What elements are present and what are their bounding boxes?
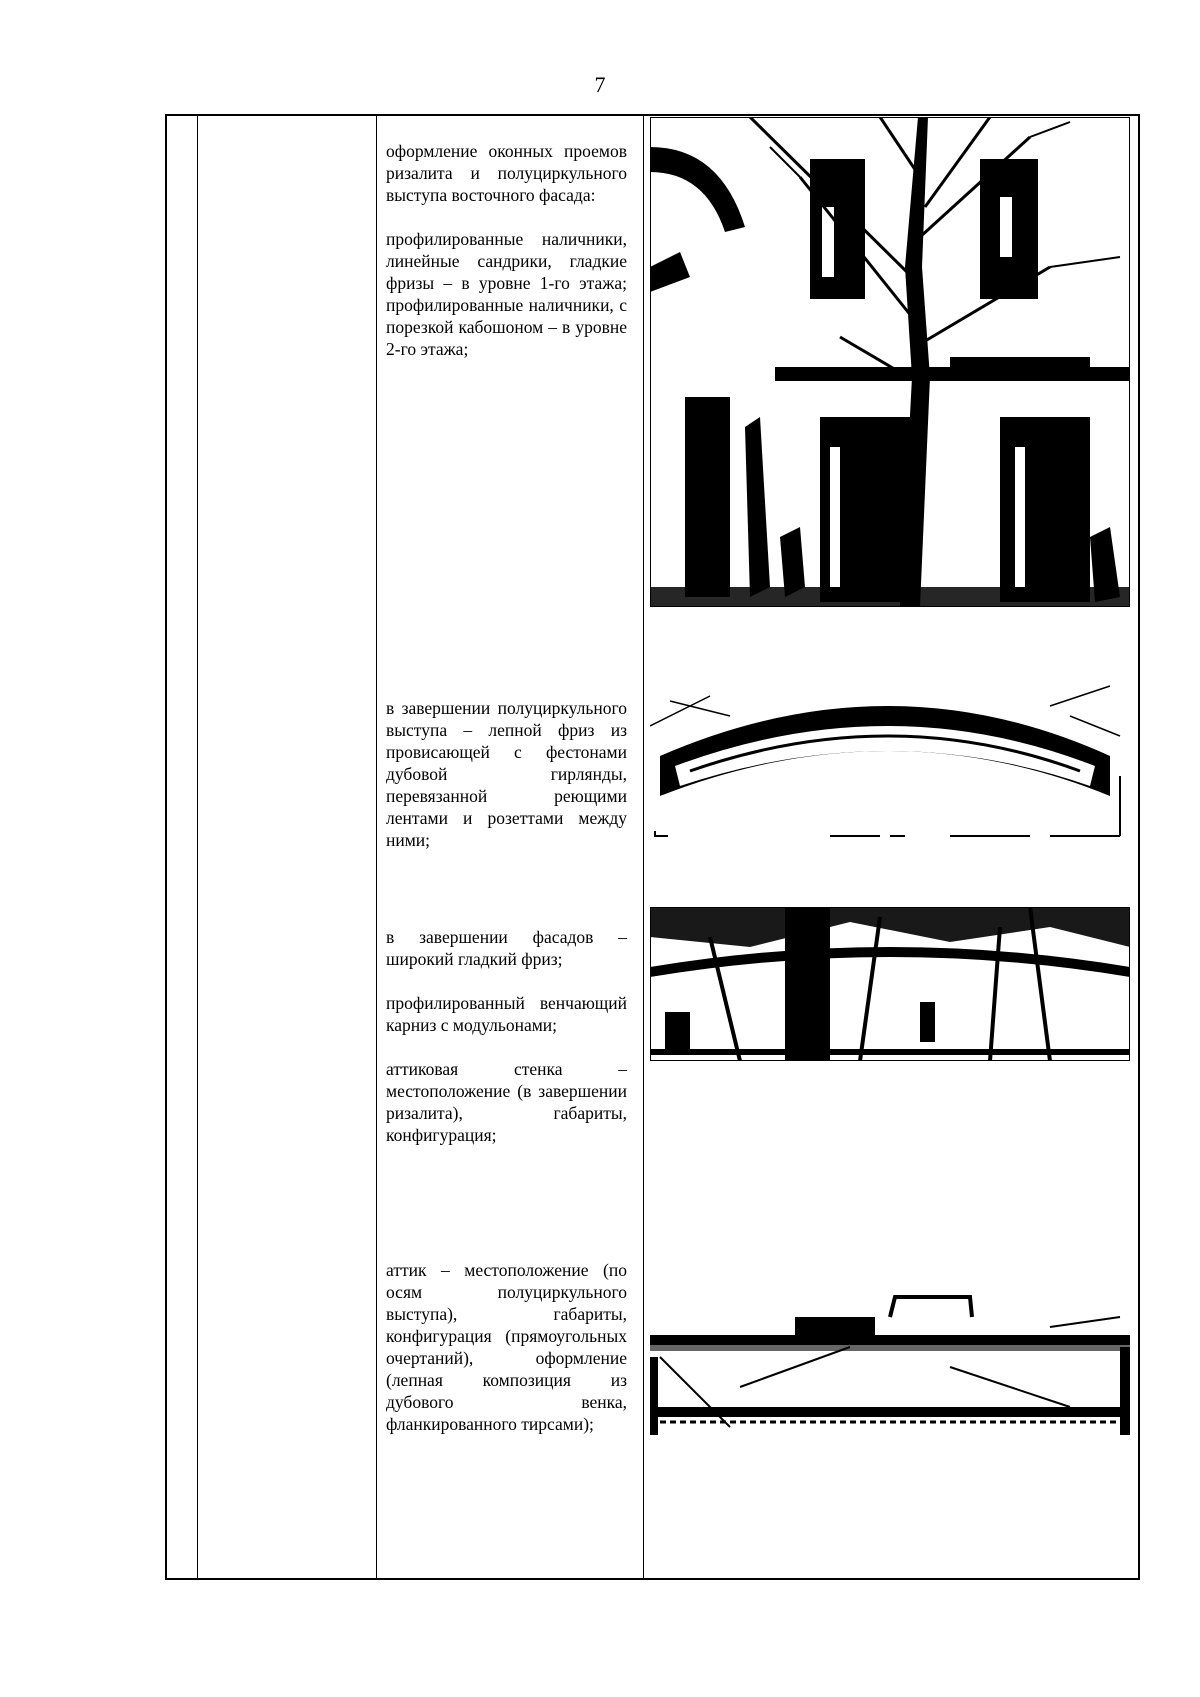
entry-frieze bbox=[386, 697, 627, 851]
entry-window-decor bbox=[386, 140, 627, 360]
column-divider bbox=[197, 116, 198, 1578]
entry-paragraph: аттик – местоположение (по осям полуциркульного выступа), габариты, конфигурация (прямоугольных очертаний), оформление (лепная композиция из дубового венка, фланкированного тирсами); bbox=[386, 1260, 627, 1434]
building-cornice-photo bbox=[650, 907, 1130, 1061]
curved-frieze-photo bbox=[650, 676, 1130, 840]
attic-photo bbox=[650, 1287, 1130, 1435]
entry-paragraph: оформление оконных проемов ризалита и полуциркульного выступа восточного фасада: bbox=[386, 141, 627, 205]
entry-paragraph: профилированный венчающий карниз с модульонами; bbox=[386, 993, 627, 1035]
entry-paragraph: аттиковая стенка – местоположение (в завершении ризалита), габариты, конфигурация; bbox=[386, 1059, 627, 1145]
column-divider bbox=[376, 116, 377, 1578]
entry-paragraph: в завершении полуциркульного выступа – лепной фриз из провисающей с фестонами дубовой гирлянды, перевязанной реющими лентами и розеттами между ними; bbox=[386, 698, 627, 850]
column-divider bbox=[643, 116, 644, 1578]
entry-attic bbox=[386, 1259, 627, 1435]
facade-windows-photo bbox=[650, 117, 1130, 607]
page-number: 7 bbox=[594, 72, 606, 97]
entry-cornice bbox=[386, 926, 627, 1146]
entry-paragraph: профилированные наличники, линейные сандрики, гладкие фризы – в уровне 1-го этажа; профилированные наличники, с порезкой кабошоном – в уровне 2-го этажа; bbox=[386, 229, 627, 359]
entry-paragraph: в завершении фасадов – широкий гладкий фриз; bbox=[386, 927, 627, 969]
